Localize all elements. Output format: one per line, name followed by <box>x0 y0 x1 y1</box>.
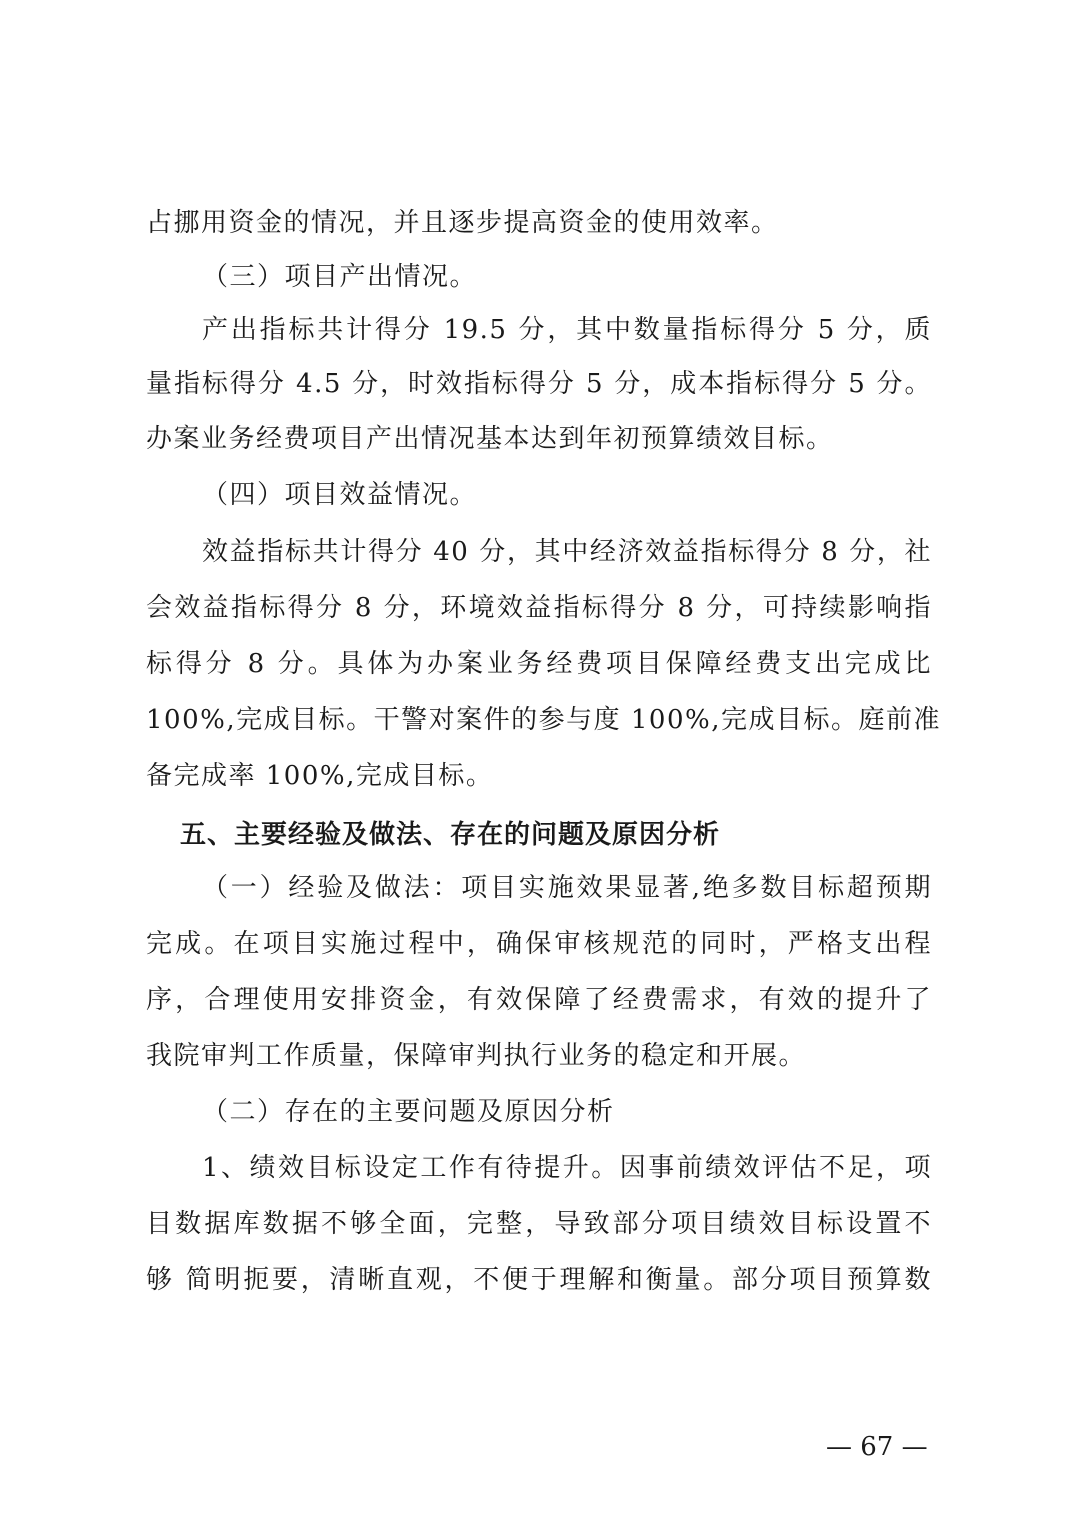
subheading-line: （四）项目效益情况。 <box>202 480 478 510</box>
text-line: 会效益指标得分 8 分，环境效益指标得分 8 分，可持续影响指 <box>146 593 932 623</box>
subheading-line: （三）项目产出情况。 <box>202 262 478 292</box>
text-line: 标得分 8 分。具体为办案业务经费项目保障经费支出完成比 <box>146 649 932 679</box>
text-line: 办案业务经费项目产出情况基本达到年初预算绩效目标。 <box>146 424 834 454</box>
subheading-line: （二）存在的主要问题及原因分析 <box>202 1097 615 1127</box>
text-line: 序，合理使用安排资金，有效保障了经费需求，有效的提升了 <box>146 985 932 1015</box>
text-line: 我院审判工作质量，保障审判执行业务的稳定和开展。 <box>146 1041 807 1071</box>
text-line: 100%,完成目标。干警对案件的参与度 100%,完成目标。庭前准 <box>146 705 941 735</box>
text-line: （一）经验及做法：项目实施效果显著,绝多数目标超预期 <box>202 873 932 903</box>
text-line: 效益指标共计得分 40 分，其中经济效益指标得分 8 分，社 <box>202 537 932 567</box>
text-line: 量指标得分 4.5 分，时效指标得分 5 分，成本指标得分 5 分。 <box>146 369 932 399</box>
text-line: 产出指标共计得分 19.5 分，其中数量指标得分 5 分，质 <box>202 315 932 345</box>
text-line: 完成。在项目实施过程中，确保审核规范的同时，严格支出程 <box>146 929 932 959</box>
text-line: 目数据库数据不够全面，完整，导致部分项目绩效目标设置不 <box>146 1209 932 1239</box>
page-number: — 67 — <box>826 1432 928 1462</box>
section-heading: 五、主要经验及做法、存在的问题及原因分析 <box>180 820 721 850</box>
text-line: 够 简明扼要，清晰直观，不便于理解和衡量。部分项目预算数 <box>146 1265 932 1295</box>
text-line: 备完成率 100%,完成目标。 <box>146 761 494 791</box>
text-line: 占挪用资金的情况，并且逐步提高资金的使用效率。 <box>146 208 779 238</box>
text-line: 1、绩效目标设定工作有待提升。因事前绩效评估不足，项 <box>202 1153 932 1183</box>
